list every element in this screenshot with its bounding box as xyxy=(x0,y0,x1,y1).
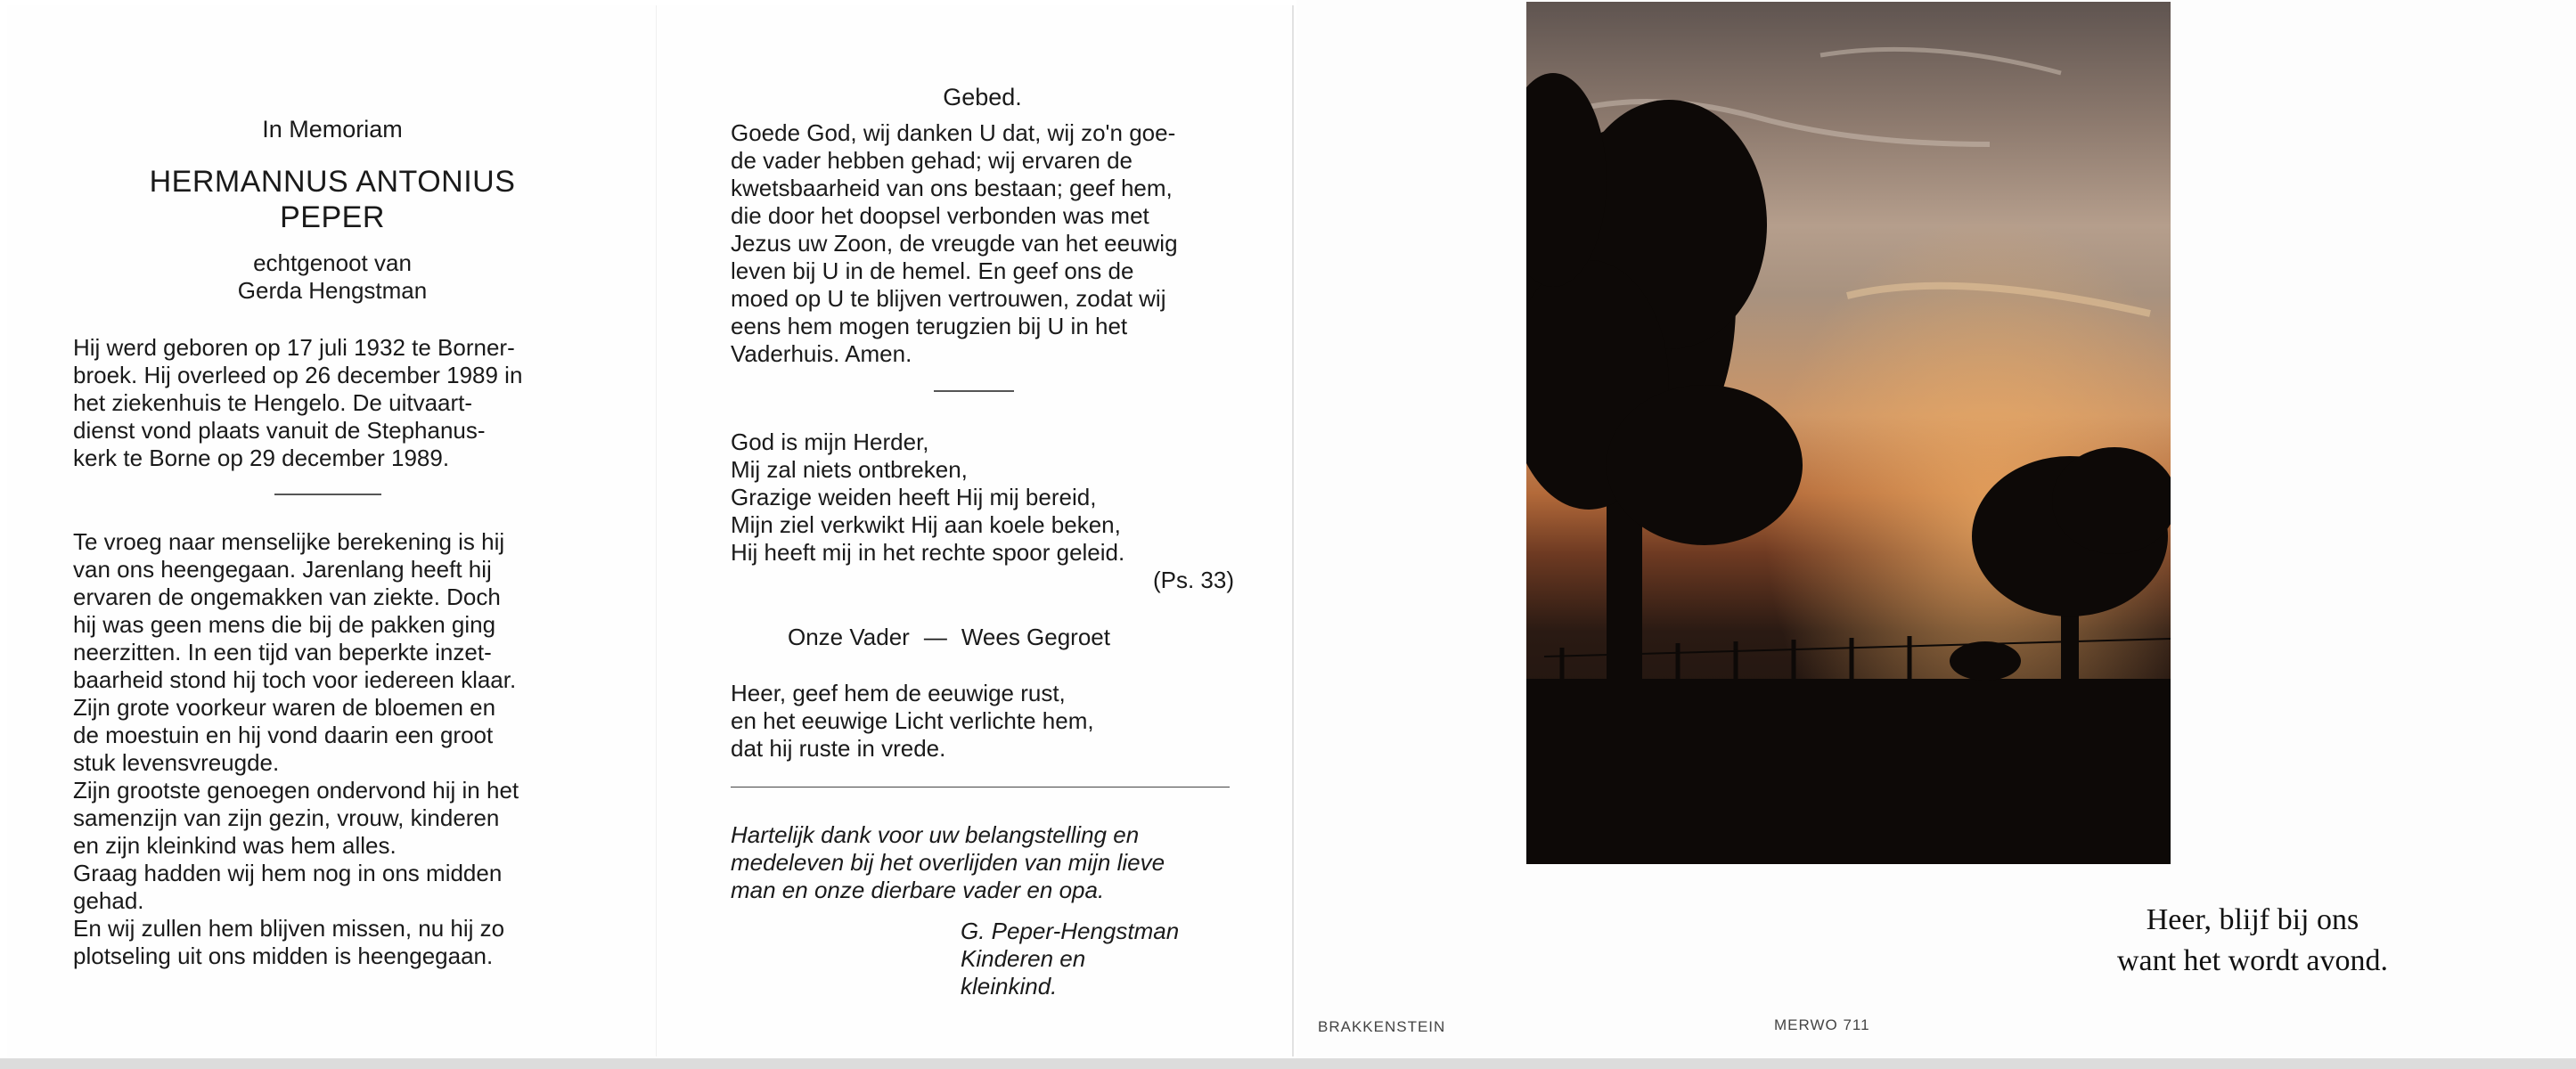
thanks-line: Hartelijk dank voor uw belangstelling en xyxy=(731,821,1140,848)
psalm-line: Mijn ziel verkwikt Hij aan koele beken, xyxy=(731,511,1121,538)
remembrance-line: Zijn grote voorkeur waren de bloemen en xyxy=(73,694,496,721)
prayer-line: die door het doopsel verbonden was met xyxy=(731,202,1149,229)
in-memoriam-heading: In Memoriam xyxy=(262,116,403,143)
remembrance-line: plotseling uit ons midden is heengegaan. xyxy=(73,943,494,969)
prayers-line xyxy=(788,624,1215,651)
remembrance-line: van ons heengegaan. Jarenlang heeft hij xyxy=(73,556,492,583)
scan-edge xyxy=(0,1058,2576,1069)
remembrance-line: samenzijn van zijn gezin, vrouw, kinderen xyxy=(73,804,500,831)
remembrance-line: Graag hadden wij hem nog in ons midden xyxy=(73,860,503,886)
sunset-tree-photo xyxy=(1526,2,2171,864)
card-code-label: MERWO 711 xyxy=(1774,1016,1870,1033)
prayer-line: moed op U te blijven vertrouwen, zodat wij xyxy=(731,285,1166,312)
remembrance-line: neerzitten. In een tijd van beperkte inzet- xyxy=(73,639,492,665)
psalm-line: God is mijn Herder, xyxy=(731,428,929,455)
remembrance-line: hij was geen mens die bij de pakken ging xyxy=(73,611,496,638)
divider-line xyxy=(934,390,1014,392)
psalm-paragraph xyxy=(731,428,1234,594)
remembrance-paragraph xyxy=(73,528,592,970)
deceased-name xyxy=(73,164,592,235)
rest-line: en het eeuwige Licht verlichte hem, xyxy=(731,707,1094,734)
rest-line: Heer, geef hem de eeuwige rust, xyxy=(731,680,1066,706)
caption-line-2: want het wordt avond. xyxy=(2116,944,2389,977)
psalm-reference: (Ps. 33) xyxy=(1152,567,1234,593)
remembrance-line: gehad. xyxy=(73,887,144,914)
remembrance-line: de moestuin en hij vond daarin een groot xyxy=(73,722,494,748)
remembrance-line: en zijn kleinkind was hem alles. xyxy=(73,832,397,859)
bio-line: kerk te Borne op 29 december 1989. xyxy=(73,445,450,471)
eternal-rest-paragraph xyxy=(731,680,1234,763)
psalm-line: Mij zal niets ontbreken, xyxy=(731,456,968,483)
psalm-line: Hij heeft mij in het rechte spoor geleid. xyxy=(731,539,1125,566)
thanks-paragraph xyxy=(731,821,1234,904)
remembrance-line: Te vroeg naar menselijke berekening is hij xyxy=(73,528,505,555)
card-fold xyxy=(656,5,657,1057)
signature-line: G. Peper-Hengstman xyxy=(961,918,1180,944)
divider-line xyxy=(274,494,381,495)
remembrance-line: baarheid stond hij toch voor iedereen klaar. xyxy=(73,666,517,693)
signature-block xyxy=(961,918,1246,1000)
rest-line: dat hij ruste in vrede. xyxy=(731,735,946,762)
remembrance-line: ervaren de ongemakken van ziekte. Doch xyxy=(73,583,501,610)
publisher-label: BRAKKENSTEIN xyxy=(1318,1018,1446,1035)
prayer-line: Goede God, wij danken U dat, wij zo'n goe- xyxy=(731,119,1176,146)
prayer-paragraph xyxy=(731,119,1234,368)
memorial-card-inside xyxy=(7,5,1294,1057)
prayer-line: kwetsbaarheid van ons bestaan; geef hem, xyxy=(731,175,1173,201)
psalm-line: Grazige weiden heeft Hij mij bereid, xyxy=(731,484,1097,510)
prayer-line: Vaderhuis. Amen. xyxy=(731,340,912,367)
wees-gegroet-label: Wees Gegroet xyxy=(961,624,1110,650)
bio-line: dienst vond plaats vanuit de Stephanus- xyxy=(73,417,486,444)
signature-line: Kinderen en xyxy=(961,945,1086,972)
bio-line: Hij werd geboren op 17 juli 1932 te Borner- xyxy=(73,334,515,361)
spouse-line-2: Gerda Hengstman xyxy=(237,277,428,304)
bio-line: het ziekenhuis te Hengelo. De uitvaart- xyxy=(73,389,473,416)
closing-verse xyxy=(2021,900,2484,982)
bio-line: broek. Hij overleed op 26 december 1989 in xyxy=(73,362,523,388)
name-line-2: PEPER xyxy=(280,200,385,234)
remembrance-line: Zijn grootste genoegen ondervond hij in het xyxy=(73,777,519,804)
prayer-title: Gebed. xyxy=(943,84,1022,110)
caption-line-1: Heer, blijf bij ons xyxy=(2146,903,2359,936)
spouse-info xyxy=(73,249,592,305)
prayer-line: Jezus uw Zoon, de vreugde van het eeuwig xyxy=(731,230,1178,257)
tree-silhouette-illustration xyxy=(1526,2,2171,864)
dash-separator: — xyxy=(923,624,947,650)
signature-line: kleinkind. xyxy=(961,973,1058,1000)
onze-vader-label: Onze Vader xyxy=(788,624,910,650)
prayer-line: eens hem mogen terugzien bij U in het xyxy=(731,313,1128,339)
biography-paragraph xyxy=(73,334,592,472)
remembrance-line: stuk levensvreugde. xyxy=(73,749,280,776)
prayer-line: de vader hebben gehad; wij ervaren de xyxy=(731,147,1133,174)
prayer-line: leven bij U in de hemel. En geef ons de xyxy=(731,257,1134,284)
spouse-line-1: echtgenoot van xyxy=(253,249,412,276)
thanks-line: man en onze dierbare vader en opa. xyxy=(731,877,1105,903)
name-line-1: HERMANNUS ANTONIUS xyxy=(149,165,516,199)
remembrance-line: En wij zullen hem blijven missen, nu hij zo xyxy=(73,915,505,942)
thanks-line: medeleven bij het overlijden van mijn lieve xyxy=(731,849,1165,876)
